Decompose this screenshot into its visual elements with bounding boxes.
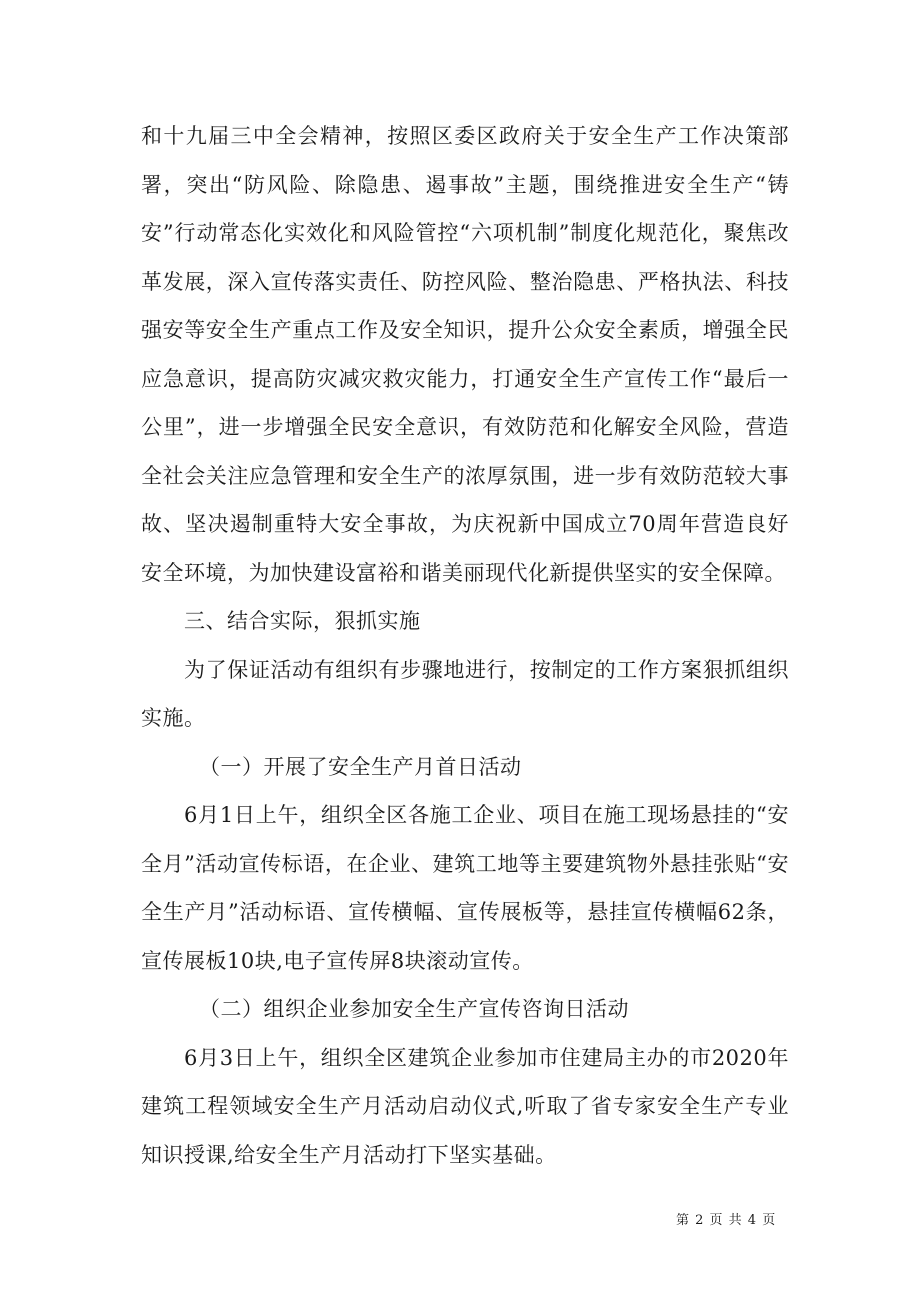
subheading-consultation-day: （二）组织企业参加安全生产宣传咨询日活动: [199, 997, 629, 1021]
paragraph-continuation: 和十九届三中全会精神，按照区委区政府关于安全生产工作决策部署，突出“防风险、除隐患、遏事故”主题，围绕推进安全生产“铸安”行动常态化实效化和风险管控“六项机制”制度化规范化，聚焦改革发展，深入宣传落实责任、防控风险、整治隐患、严格执法、科技强安等安全生产重点工作及安全知识，提升公众安全素质，增强全民应急意识，提高防灾减灾救灾能力，打通安全生产宣传工作“最后一公里”，进一步增强全民安全意识，有效防范和化解安全风险，营造全社会关注应急管理和安全生产的浓厚氛围，进一步有效防范较大事故、坚决遏制重特大安全事故，为庆祝新中国成立70周年营造良好安全环境，为加快建设富裕和谐美丽现代化新提供坚实的安全保障。: [141, 124, 789, 585]
paragraph-intro: 为了保证活动有组织有步骤地进行，按制定的工作方案狠抓组织实施。: [141, 657, 789, 730]
section-heading: 三、结合实际，狠抓实施: [184, 609, 421, 633]
page-number-footer: 第 2 页 共 4 页: [676, 1213, 777, 1228]
subheading-first-day-activity: （一）开展了安全生产月首日活动: [199, 754, 522, 779]
document-body: [141, 112, 789, 1179]
paragraph-first-day-activity: 6月1日上午，组织全区各施工企业、项目在施工现场悬挂的“安全月”活动宣传标语，在企业、建筑工地等主要建筑物外悬挂张贴“安全生产月”活动标语、宣传横幅、宣传展板等，悬挂宣传横幅62条，宣传展板10块,电子宣传屏8块滚动宣传。: [141, 803, 789, 973]
paragraph-consultation-day: 6月3日上午，组织全区建筑企业参加市住建局主办的市2020年建筑工程领域安全生产月活动启动仪式,听取了省专家安全生产专业知识授课,给安全生产月活动打下坚实基础。: [141, 1045, 789, 1167]
